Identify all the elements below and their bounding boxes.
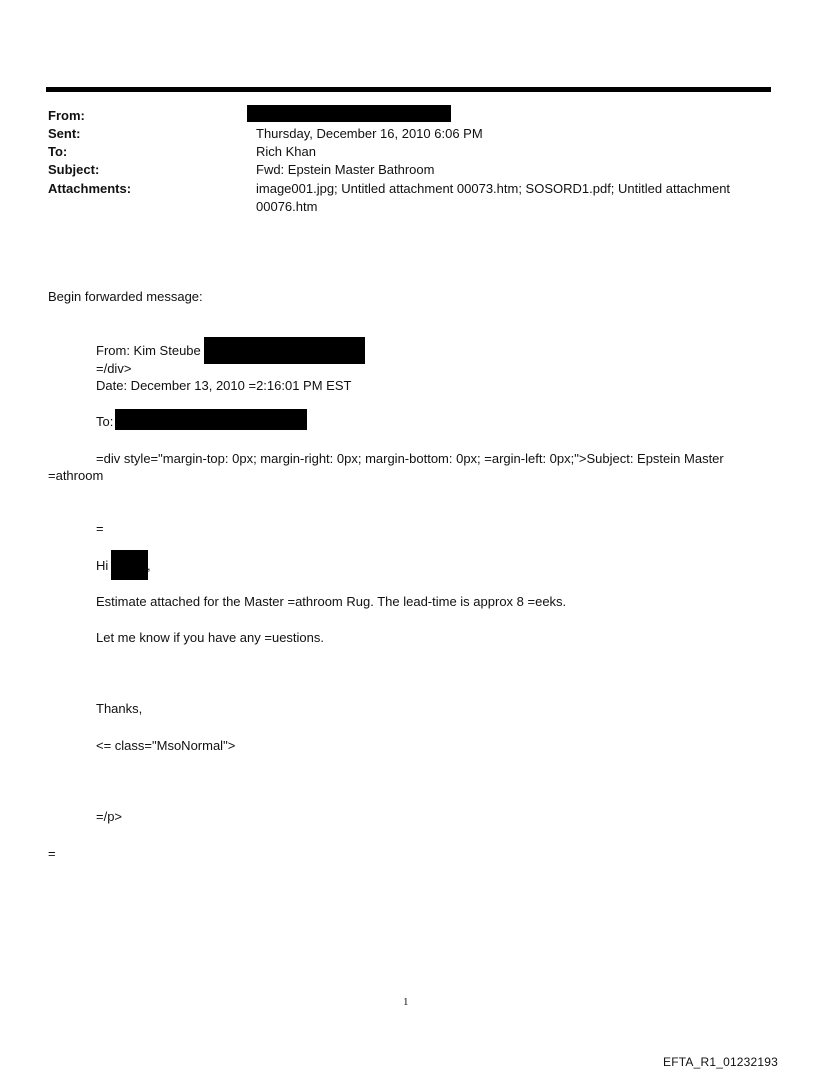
stray-equals-2: = [48,846,56,861]
attachments-line-2: 00076.htm [256,199,318,214]
questions-line: Let me know if you have any =uestions. [96,630,324,645]
p-close-artifact: =/p> [96,809,123,824]
forwarded-to: To: [96,414,114,429]
to-value: Rich Khan [256,144,316,159]
attachments-line-1: image001.jpg; Untitled attachment 00073.htm; SOSORD1.pdf; Untitled attachment [256,181,731,196]
mso-normal-artifact: <= class="MsoNormal"> [96,738,236,753]
subject-label: Subject: [48,162,100,177]
forwarded-subject-line-2: =athroom [48,468,104,483]
page-number: 1 [403,996,409,1008]
redacted-from-address [247,105,451,122]
header-rule [46,87,771,92]
greeting-comma: , [147,558,151,573]
sent-value: Thursday, December 16, 2010 6:06 PM [256,126,483,141]
redacted-recipient [115,409,307,430]
sent-label: Sent: [48,126,81,141]
redacted-sender-email [204,337,365,364]
stray-equals-1: = [96,521,104,536]
attachments-label: Attachments: [48,181,132,196]
redacted-recipient-name [111,550,148,580]
subject-value: Fwd: Epstein Master Bathroom [256,162,435,177]
forwarded-from: From: Kim Steube [96,343,201,358]
greeting: Hi [96,558,109,573]
bates-number: EFTA_R1_01232193 [663,1055,779,1069]
thanks-line: Thanks, [96,701,143,716]
forwarded-subject-line-1: =div style="margin-top: 0px; margin-right: 0px; margin-bottom: 0px; =argin-left: 0px;">Subject: Epstein Master [96,451,724,466]
estimate-line: Estimate attached for the Master =athroom Rug. The lead-time is approx 8 =eeks. [96,594,567,609]
to-label: To: [48,144,68,159]
from-label: From: [48,108,85,123]
forwarded-div-close: =/div> [96,361,132,376]
forwarded-date: Date: December 13, 2010 =2:16:01 PM EST [96,378,352,393]
forwarded-intro: Begin forwarded message: [48,289,203,304]
